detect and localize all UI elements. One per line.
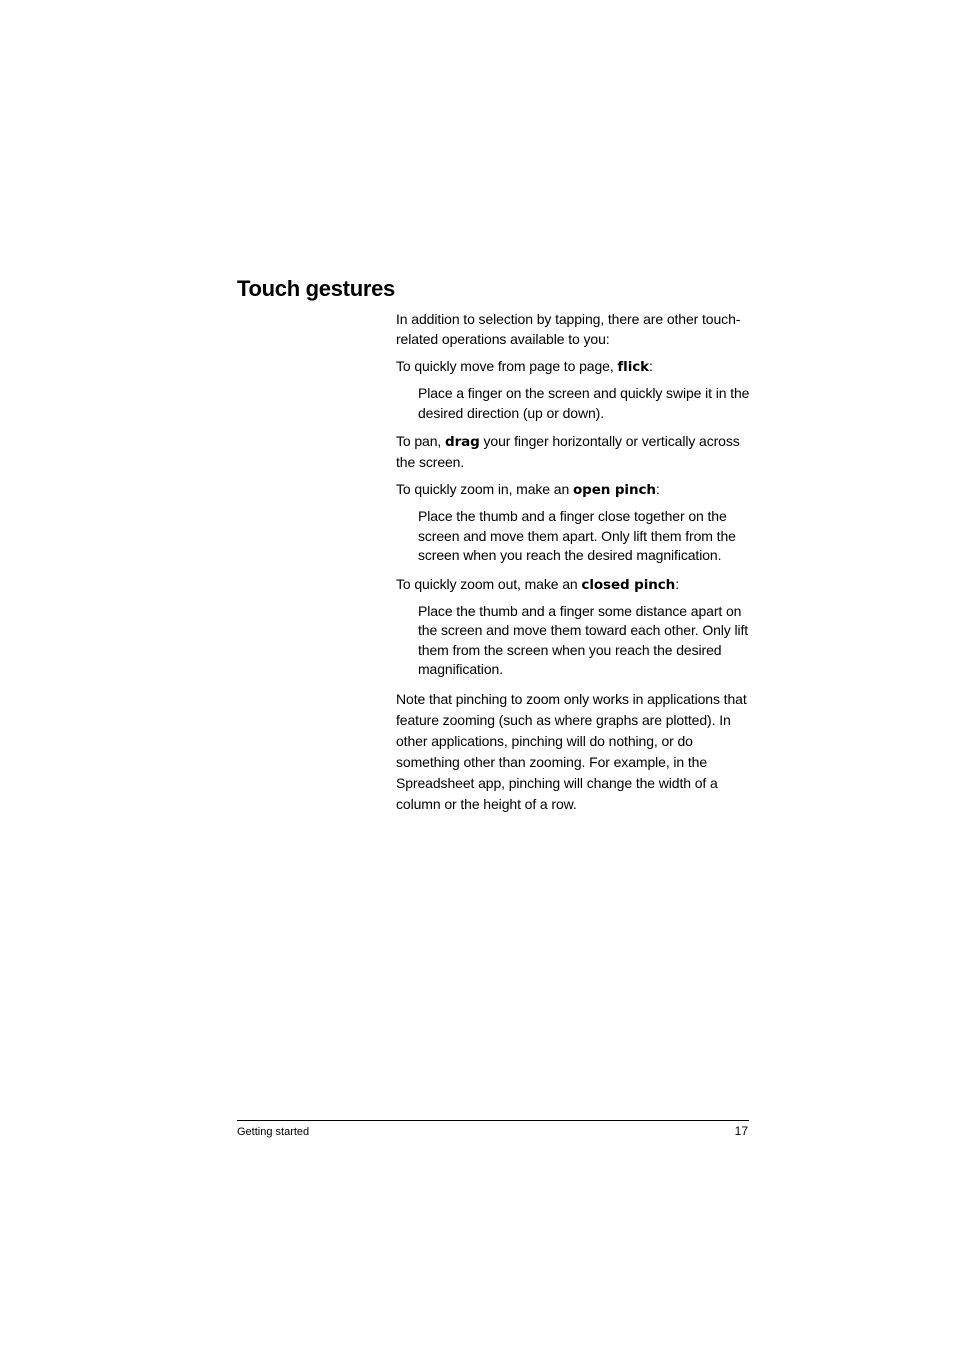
open-pinch-paragraph (396, 479, 752, 500)
flick-paragraph (396, 356, 752, 377)
page-title: Touch gestures (237, 276, 395, 301)
page-number: 17 (734, 1124, 748, 1138)
open-pinch-detail: Place the thumb and a finger close together on the screen and move them apart. Only lift them from the screen when you reach the desired magnification. (418, 508, 736, 563)
open-pinch-lead-text: To quickly zoom in, make an (396, 481, 573, 497)
closed-pinch-detail: Place the thumb and a finger some distance apart on the screen and move them toward each other. Only lift them from the screen when you reach the desired magnification. (418, 602, 749, 677)
footer-section-title: Getting started (237, 1126, 310, 1138)
closed-pinch-paragraph (396, 574, 752, 595)
footer-divider (237, 1120, 749, 1121)
closed-pinch-lead-text: To quickly zoom out, make an (396, 575, 582, 592)
drag-lead-text: To pan, (396, 433, 446, 449)
drag-tail-text: your finger horizontally or vertically across the screen. (396, 433, 740, 470)
open-pinch-tail-text: : (655, 481, 660, 497)
flick-term: flick (617, 359, 650, 375)
intro-paragraph: In addition to selection by tapping, there are other touch-related operations available to you: (396, 311, 741, 347)
flick-tail-text: : (649, 358, 653, 374)
drag-paragraph (396, 431, 752, 472)
flick-lead-text: To quickly move from page to page, (396, 358, 618, 374)
note-paragraph: Note that pinching to zoom only works in applications that feature zooming (such as where graphs are plotted). In other applications, pinching will do nothing, or do something other than zooming. For example, in the Spreadsheet app, pinching will change the width of a column or the height of a row. (396, 690, 747, 812)
body-content (396, 309, 752, 815)
drag-term: drag (445, 434, 480, 450)
open-pinch-term: open pinch (572, 482, 656, 498)
closed-pinch-term: closed pinch (581, 576, 676, 593)
closed-pinch-tail-text: : (675, 575, 679, 592)
flick-detail: Place a finger on the screen and quickly swipe it in the desired direction (up or down). (418, 385, 750, 421)
